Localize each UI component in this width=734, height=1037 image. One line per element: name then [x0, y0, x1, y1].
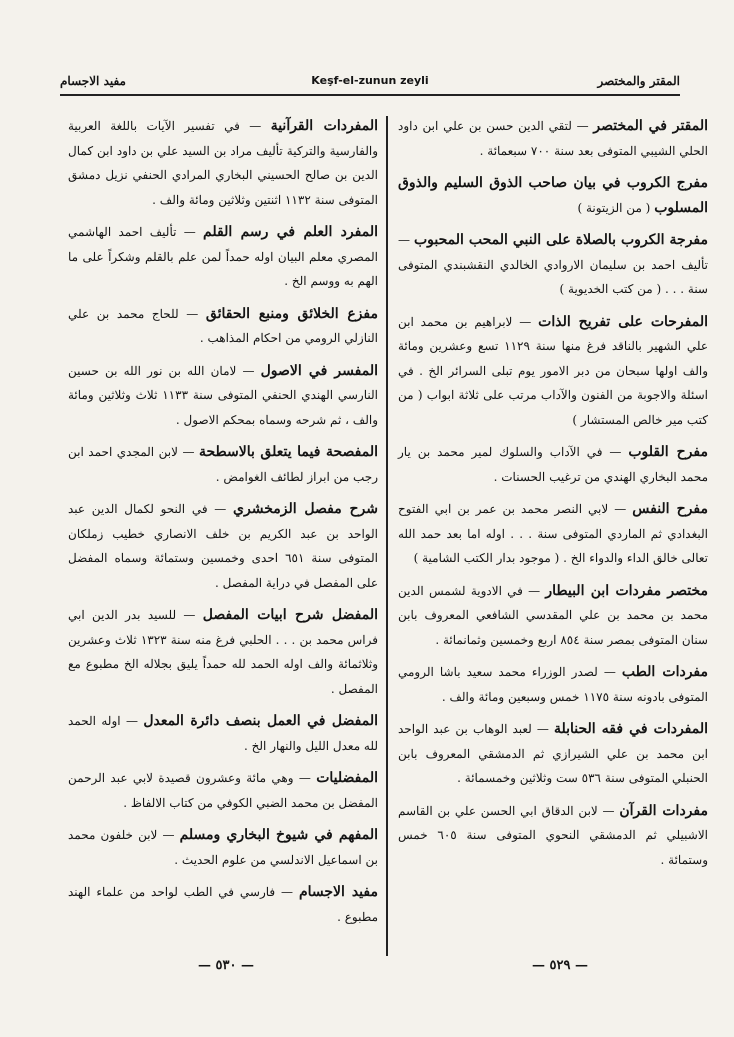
entry-body: — في النحو لكمال الدين عبد الواحد بن عبد الكريم بن خلف الانصاري خطيب زملكان المتوفى سنة ٦٥١ احدى وخمسين وستمائة وسماه المفضل على المفصل في دراية المفصل .: [68, 502, 378, 590]
entry-title: المفضل شرح ابيات المفصل: [202, 607, 378, 623]
left-column: [68, 114, 378, 937]
entry-title: المفهم في شيوخ البخاري ومسلم: [179, 827, 378, 843]
page-number-left: — ٥٣٠ —: [197, 958, 254, 973]
entry-title: المفسر في الاصول: [260, 362, 378, 379]
entry-title: مفردات القرآن: [619, 802, 708, 819]
entry-body: — لتقي الدين حسن بن علي ابن داود الحلي الشيبي المتوفى بعد سنة ٧٠٠ سبعمائة .: [398, 119, 708, 158]
right-column: [398, 114, 708, 880]
running-header: [60, 70, 680, 96]
entry-body: — فارسي في الطب لواحد من علماء الهند مطبوع .: [68, 885, 378, 924]
dictionary-entry: [398, 579, 708, 653]
entry-body: — في الآداب والسلوك لمير محمد بن يار محمد البخاري الهندي من ترغيب الحسنات .: [398, 445, 708, 484]
header-left-title: مفيد الاجسام: [60, 74, 126, 88]
entry-body: — لابي النصر محمد بن عمر بن ابي الفتوح البغدادي ثم الماردي المتوفى سنة . . . اوله اما بعد حمد الله تعالى خالق الداء والدواء الخ . ( موجود بدار الكتب الشامية ): [398, 502, 708, 565]
dictionary-entry: [68, 766, 378, 815]
dictionary-entry: [398, 228, 708, 302]
entry-body: — لصدر الوزراء محمد سعيد باشا الرومي المتوفى بادونه سنة ١١٧٥ خمس وسبعين ومائة والف .: [398, 665, 708, 704]
entry-body: — للسيد بدر الدين ابي فراس محمد بن . . . الحلبي فرغ منه سنة ١٣٢٣ ثلاث وعشرين وثلاثمائة والف اوله الحمد لله حمداً يليق بجلاله الخ مطبوع مع المفصل .: [68, 608, 378, 696]
dictionary-entry: [68, 709, 378, 758]
dictionary-entry: [398, 497, 708, 571]
entry-title: المفرد العلم في رسم القلم: [203, 224, 378, 240]
entry-title: مفردات الطب: [621, 664, 708, 680]
entry-body: — للحاج محمد بن علي النازلي الرومي من احكام المذاهب .: [68, 306, 378, 345]
entry-body: — وهي مائة وعشرون قصيدة لابي عبد الرحمن المفضل بن محمد الضبي الكوفي من كتاب الالفاظ .: [68, 771, 378, 810]
dictionary-entry: [68, 603, 378, 701]
page-number-right: — ٥٢٩ —: [531, 958, 588, 973]
entry-body: — اوله الحمد لله معدل الليل والنهار الخ .: [68, 714, 378, 753]
entry-title: مفزع الخلائق ومنبع الحقائق: [205, 305, 378, 322]
dictionary-entry: [398, 171, 708, 220]
entry-body: — لعبد الوهاب بن عبد الواحد ابن محمد بن علي الشيرازي ثم الدمشقي المعروف بابن الحنبلي المتوفى سنة ٥٣٦ ست وثلاثين وخمسمائة .: [398, 722, 708, 785]
entry-title: شرح مفصل الزمخشري: [233, 501, 378, 517]
entry-title: مفرج الكروب في بيان صاحب الذوق السليم والذوق المسلوب: [398, 175, 708, 216]
entry-body: — تأليف احمد بن سليمان الاروادي الخالدي النقشبندي المتوفى سنة . . . ( من كتب الخديوية ): [398, 233, 708, 296]
entry-title: المفردات في فقه الحنابلة: [553, 721, 709, 737]
dictionary-entry: [398, 799, 708, 873]
header-right-title: المقتر والمختصر: [597, 74, 680, 88]
dictionary-entry: [68, 114, 378, 212]
entry-title: المفردات القرآنية: [270, 118, 378, 134]
column-divider: [386, 116, 388, 956]
entry-body: — في الادوية لشمس الدين محمد بن محمد بن علي المقدسي الشافعي المعروف بابن سنان المتوفى بمصر سنة ٨٥٤ اربع وخمسين وثمانمائة .: [398, 583, 708, 647]
dictionary-entry: [398, 660, 708, 709]
entry-body: — لابن خلفون محمد بن اسماعيل الاندلسي من علوم الحديث .: [68, 828, 378, 867]
entry-body: — تأليف احمد الهاشمي المصري معلم البيان اوله حمداً لمن علم بالقلم وشكراً على ما الهم به ووسم الخ .: [68, 225, 378, 288]
header-center-title: Keşf-el-zunun zeyli: [311, 74, 429, 87]
entry-body: — في تفسير الآيات باللغة العربية والفارسية والتركية تأليف مراد بن السيد علي بن داود ابن كمال الدين بن صالح الحسيني البخاري المرادي الحنفي نزيل دمشق المتوفى سنة ١١٣٢ اثنتين وثلاثين ومائة والف .: [68, 119, 378, 207]
dictionary-entry: [398, 310, 708, 433]
dictionary-entry: [68, 302, 378, 351]
dictionary-entry: [68, 359, 378, 433]
entry-title: المفضل في العمل بنصف دائرة المعدل: [143, 713, 378, 729]
dictionary-entry: [68, 440, 378, 489]
entry-title: مختصر مفردات ابن البيطار: [545, 582, 708, 599]
dictionary-entry: [68, 497, 378, 595]
entry-body: — لامان الله بن نور الله بن حسين النارسي الهندي الحنفي المتوفى سنة ١١٣٣ ثلاث وثلاثين ومائة والف ، ثم شرحه وسماه بمحكم الاصول .: [68, 363, 378, 427]
dictionary-entry: [398, 440, 708, 489]
entry-title: المفرحات على تفريح الذات: [538, 313, 708, 330]
entry-title: مفرح القلوب: [628, 444, 708, 460]
entry-body: — لابراهيم بن محمد ابن علي الشهير بالناقد فرغ منها سنة ١١٢٩ تسع وعشرين ومائة والف اولها سبحان من دبر الامور يوم تبلى السرائر الخ . في اسئلة والاجوبة من الفنون والآداب مرتب على ثلاثة ابواب ( من كتب مير خالص المستشار ): [398, 314, 708, 427]
entry-title: المفضليات: [316, 770, 378, 786]
entry-title: مفرح النفس: [632, 501, 708, 517]
dictionary-entry: [68, 220, 378, 294]
entry-body: — لابن الدقاق ابي الحسن علي بن القاسم الاشبيلي ثم الدمشقي النحوي المتوفى سنة ٦٠٥ خمس وستمائة .: [398, 803, 709, 867]
entry-title: المقتر في المختصر: [593, 118, 709, 134]
dictionary-entry: [398, 114, 708, 163]
dictionary-entry: [398, 717, 708, 791]
dictionary-entry: [68, 880, 378, 929]
entry-body: ( من الزيتونة ): [577, 200, 651, 215]
entry-title: مفيد الاجسام: [298, 884, 378, 900]
dictionary-entry: [68, 823, 378, 872]
entry-body: — لابن المجدي احمد ابن رجب من ابراز لطائف الغوامض .: [68, 445, 378, 484]
entry-title: المفصحة فيما يتعلق بالاسطحة: [198, 444, 378, 460]
entry-title: مفرجة الكروب بالصلاة على النبي المحب المحبوب: [413, 232, 708, 248]
